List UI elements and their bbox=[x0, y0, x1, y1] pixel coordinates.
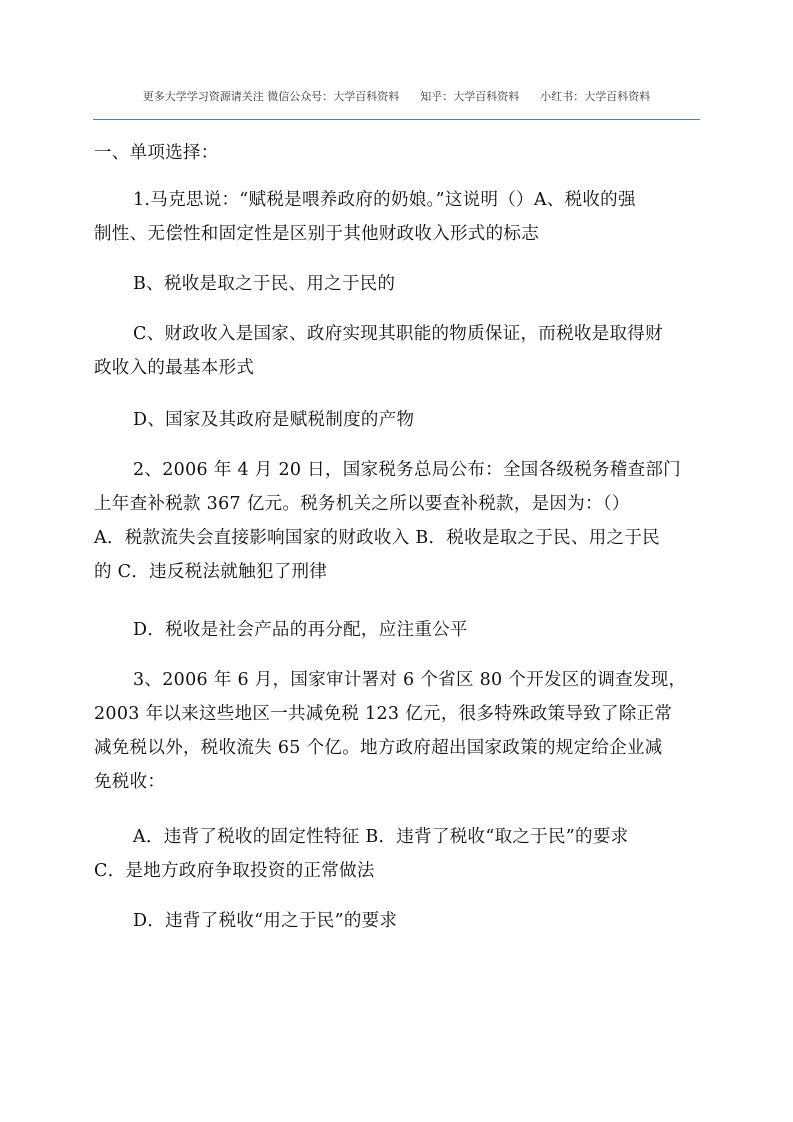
text-line: D．违背了税收“用之于民”的要求 bbox=[133, 911, 398, 931]
text-line: A．违背了税收的固定性特征 B．违背了税收“取之于民”的要求 bbox=[133, 827, 629, 847]
text-line: 1.马克思说：“赋税是喂养政府的奶娘。”这说明（）A、税收的强 bbox=[133, 190, 636, 210]
text-line: 的 C．违反税法就触犯了刑律 bbox=[94, 562, 328, 582]
text-line: D．税收是社会产品的再分配，应注重公平 bbox=[133, 620, 468, 640]
page-header: 更多大学学习资源请关注 微信公众号：大学百科资料 知乎：大学百科资料 小红书：大学百科资料 bbox=[142, 90, 651, 103]
text-line: A．税款流失会直接影响国家的财政收入 B．税收是取之于民、用之于民 bbox=[94, 528, 660, 548]
text-line: C．是地方政府争取投资的正常做法 bbox=[94, 861, 375, 881]
text-line: 政收入的最基本形式 bbox=[94, 358, 255, 378]
text-line: 上年查补税款 367 亿元。税务机关之所以要查补税款，是因为：（） bbox=[94, 494, 630, 514]
text-line: B、税收是取之于民、用之于民的 bbox=[133, 274, 396, 294]
text-line: 3、2006 年 6 月，国家审计署对 6 个省区 80 个开发区的调查发现， bbox=[133, 670, 687, 690]
header-divider bbox=[93, 119, 700, 120]
section-title: 一、单项选择： bbox=[94, 143, 219, 163]
text-line: 2003 年以来这些地区一共减免税 123 亿元，很多特殊政策导致了除正常 bbox=[94, 704, 673, 724]
text-line: 2、2006 年 4 月 20 日，国家税务总局公布：全国各级税务稽查部门 bbox=[133, 460, 681, 480]
text-line: D、国家及其政府是赋税制度的产物 bbox=[133, 410, 415, 430]
text-line: C、财政收入是国家、政府实现其职能的物质保证，而税收是取得财 bbox=[133, 324, 663, 344]
text-line: 减免税以外，税收流失 65 个亿。地方政府超出国家政策的规定给企业减 bbox=[94, 738, 663, 758]
text-line: 制性、无偿性和固定性是区别于其他财政收入形式的标志 bbox=[94, 224, 539, 244]
text-line: 免税收： bbox=[94, 772, 166, 792]
